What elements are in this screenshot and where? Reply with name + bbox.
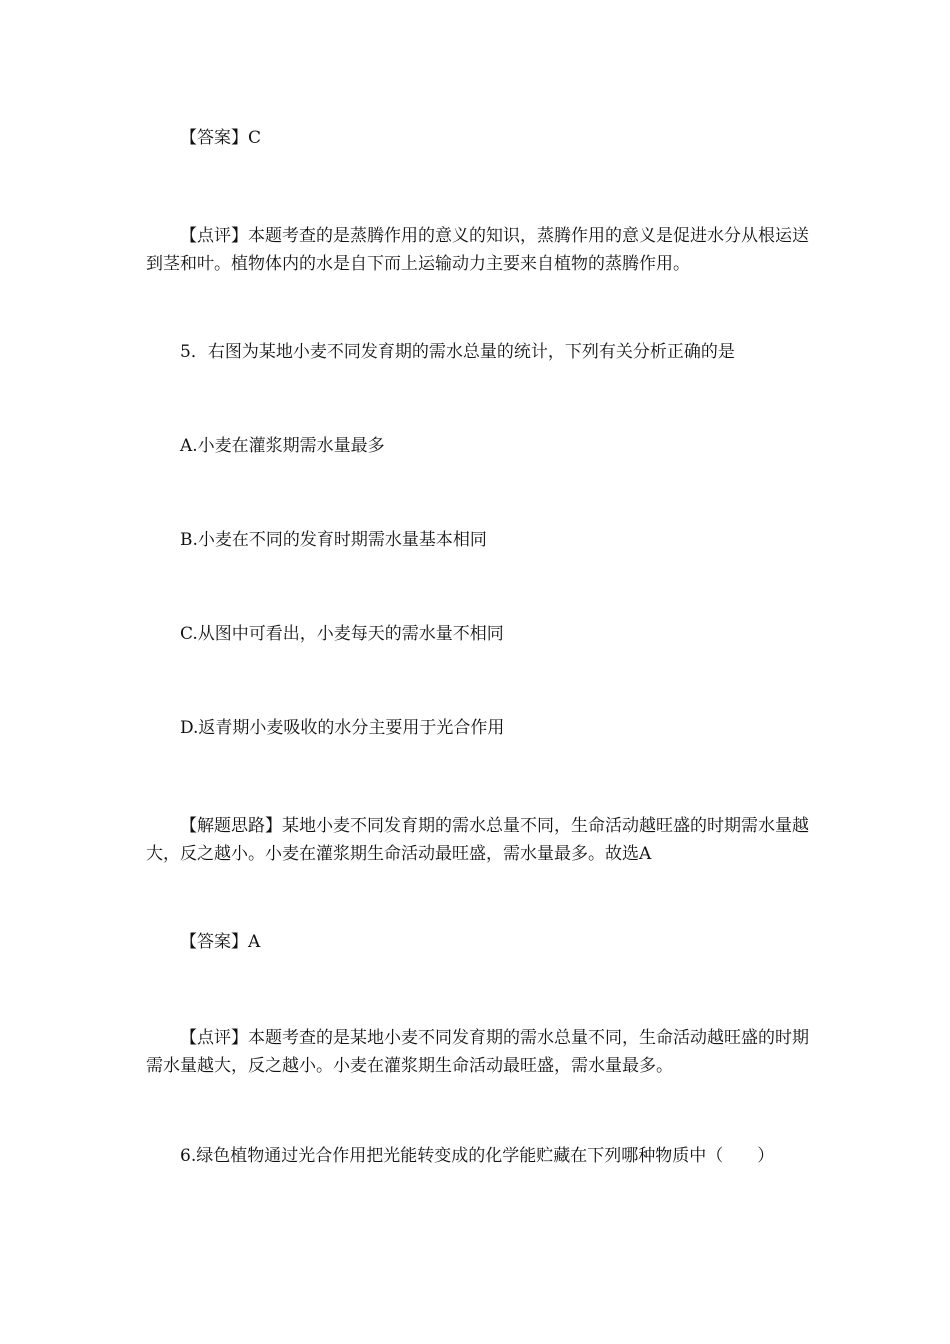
question-6-stem: 6.绿色植物通过光合作用把光能转变成的化学能贮藏在下列哪种物质中（ ） [180, 1146, 775, 1166]
solution-paragraph: 【解题思路】某地小麦不同发育期的需水总量不同，生命活动越旺盛的时期需水量越大，反之越小。小麦在灌浆期生命活动最旺盛，需水量最多。故选A [146, 816, 809, 864]
comment-paragraph: 【点评】本题考查的是某地小麦不同发育期的需水总量不同，生命活动越旺盛的时期需水量越大，反之越小。小麦在灌浆期生命活动最旺盛，需水量最多。 [146, 1028, 809, 1076]
option-c: C.从图中可看出，小麦每天的需水量不相同 [180, 624, 504, 644]
comment-paragraph: 【点评】本题考查的是蒸腾作用的意义的知识，蒸腾作用的意义是促进水分从根运送到茎和叶。植物体内的水是自下而上运输动力主要来自植物的蒸腾作用。 [146, 226, 809, 274]
option-a: A.小麦在灌浆期需水量最多 [180, 436, 385, 456]
option-b: B.小麦在不同的发育时期需水量基本相同 [180, 530, 487, 550]
option-d: D.返青期小麦吸收的水分主要用于光合作用 [180, 718, 505, 738]
answer-label: 【答案】C [180, 128, 262, 148]
answer-label: 【答案】A [180, 932, 261, 952]
question-5-stem: 5．右图为某地小麦不同发育期的需水总量的统计，下列有关分析正确的是 [180, 342, 735, 362]
